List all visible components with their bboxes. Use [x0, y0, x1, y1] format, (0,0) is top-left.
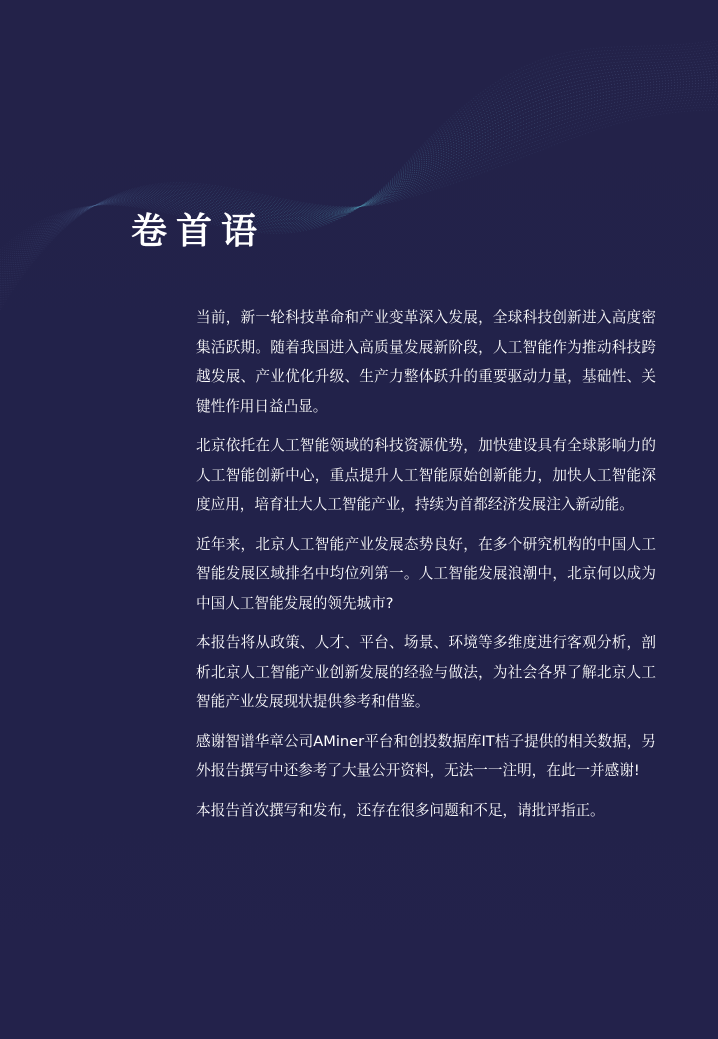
preface-body — [196, 303, 656, 835]
paragraph: 本报告首次撰写和发布，还存在很多问题和不足，请批评指正。 — [196, 801, 605, 819]
paragraph: 近年来，北京人工智能产业发展态势良好，在多个研究机构的中国人工智能发展区域排名中均位列第一。人工智能发展浪潮中，北京何以成为中国人工智能发展的领先城市? — [196, 535, 656, 612]
paragraph: 感谢智谱华章公司AMiner平台和创投数据库IT桔子提供的相关数据，另外报告撰写中还参考了大量公开资料，无法一一注明，在此一并感谢! — [196, 732, 656, 779]
paragraph: 本报告将从政策、人才、平台、场景、环境等多维度进行客观分析，剖析北京人工智能产业创新发展的经验与做法，为社会各界了解北京人工智能产业发展现状提供参考和借鉴。 — [196, 634, 656, 710]
paragraph: 北京依托在人工智能领域的科技资源优势，加快建设具有全球影响力的人工智能创新中心，重点提升人工智能原始创新能力，加快人工智能深度应用，培育壮大人工智能产业，持续为首都经济发展注入新动能。 — [196, 437, 656, 513]
page-title: 卷首语 — [131, 211, 267, 252]
paragraph: 当前，新一轮科技革命和产业变革深入发展，全球科技创新进入高度密集活跃期。随着我国进入高质量发展新阶段，人工智能作为推动科技跨越发展、产业优化升级、生产力整体跃升的重要驱动力量，基础性、关键性作用日益凸显。 — [196, 309, 656, 415]
